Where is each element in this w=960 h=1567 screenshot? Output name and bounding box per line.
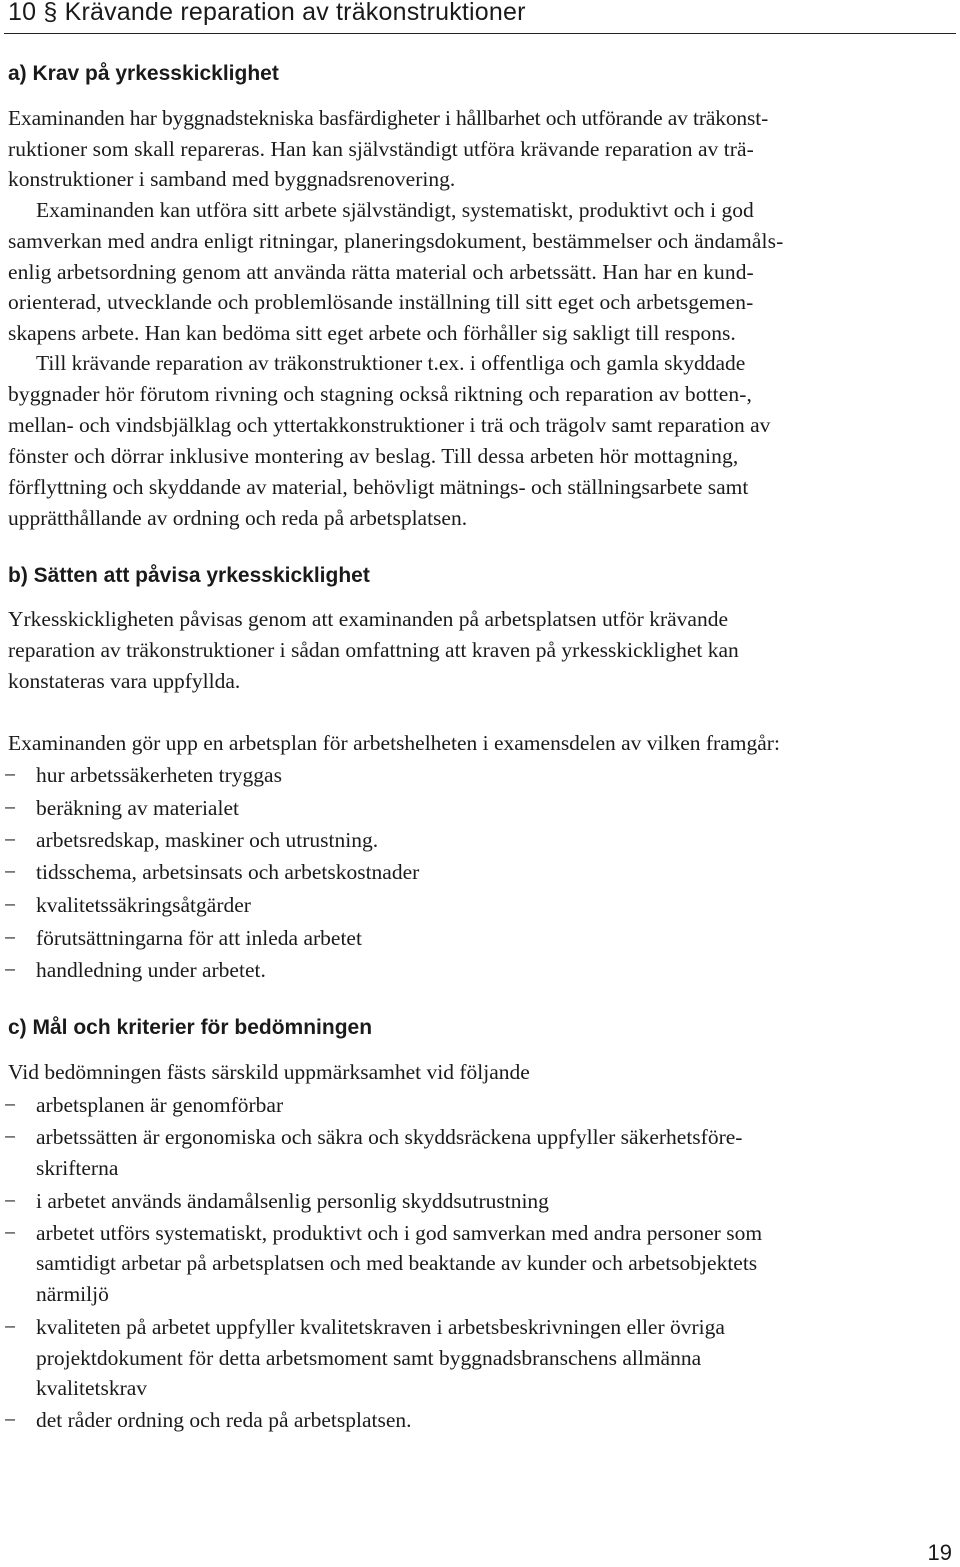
list-intro: Examinanden gör upp en arbetsplan för arbetshelheten i examensdelen av vilken framgår: bbox=[8, 731, 780, 755]
paragraph-line: fönster och dörrar inklusive montering av beslag. Till dessa arbeten hör mottagning, bbox=[8, 444, 739, 468]
list-intro: Vid bedömningen fästs särskild uppmärksamhet vid följande bbox=[8, 1060, 530, 1084]
paragraph-line: mellan- och vindsbjälklag och yttertakkonstruktioner i trä och trägolv samt reparation av bbox=[8, 413, 771, 437]
paragraph-line: reparation av träkonstruktioner i sådan omfattning att kraven på yrkesskicklighet kan bbox=[8, 638, 739, 662]
list-item: beräkning av materialet bbox=[36, 796, 239, 820]
list-item: i arbetet används ändamålsenlig personlig skyddsutrustning bbox=[36, 1189, 549, 1213]
list-item-continuation: samtidigt arbetar på arbetsplatsen och med beaktande av kunder och arbetsobjektets bbox=[36, 1251, 758, 1275]
paragraph-line: skapens arbete. Han kan bedöma sitt eget arbete och förhåller sig sakligt till respons. bbox=[8, 321, 736, 345]
paragraph-line: Examinanden har byggnadstekniska basfärdigheter i hållbarhet och utförande av träkonst- bbox=[8, 106, 769, 130]
list-item: förutsättningarna för att inleda arbetet bbox=[36, 926, 362, 950]
title-divider bbox=[4, 33, 956, 34]
section-b-heading: b) Sätten att påvisa yrkesskicklighet bbox=[8, 564, 370, 587]
paragraph-line: Till krävande reparation av träkonstruktioner t.ex. i offentliga och gamla skyddade bbox=[36, 351, 746, 375]
list-item: tidsschema, arbetsinsats och arbetskostnader bbox=[36, 860, 420, 884]
bullet-dash: − bbox=[4, 893, 17, 917]
bullet-dash: − bbox=[4, 958, 17, 982]
bullet-dash: − bbox=[4, 1093, 17, 1117]
bullet-dash: − bbox=[4, 1125, 17, 1149]
list-item-continuation: skrifterna bbox=[36, 1156, 119, 1180]
list-item: arbetsredskap, maskiner och utrustning. bbox=[36, 828, 379, 852]
bullet-dash: − bbox=[4, 1408, 17, 1432]
list-item: kvalitetssäkringsåtgärder bbox=[36, 893, 251, 917]
bullet-dash: − bbox=[4, 1315, 17, 1339]
list-item: hur arbetssäkerheten tryggas bbox=[36, 763, 282, 787]
paragraph-line: konstruktioner i samband med byggnadsrenovering. bbox=[8, 167, 456, 191]
bullet-dash: − bbox=[4, 1189, 17, 1213]
paragraph-line: ruktioner som skall repareras. Han kan självständigt utföra krävande reparation av trä- bbox=[8, 137, 754, 161]
list-item-continuation: projektdokument för detta arbetsmoment samt byggnadsbranschens allmänna bbox=[36, 1346, 702, 1370]
list-item: handledning under arbetet. bbox=[36, 958, 266, 982]
paragraph-line: samverkan med andra enligt ritningar, planeringsdokument, bestämmelser och ändamåls- bbox=[8, 229, 784, 253]
bullet-dash: − bbox=[4, 796, 17, 820]
list-item: arbetssätten är ergonomiska och säkra och skyddsräckena uppfyller säkerhetsföre- bbox=[36, 1125, 743, 1149]
list-item-continuation: kvalitetskrav bbox=[36, 1376, 148, 1400]
page-title: 10 § Krävande reparation av träkonstruktioner bbox=[8, 0, 526, 26]
section-a-heading: a) Krav på yrkesskicklighet bbox=[8, 62, 279, 85]
list-item-continuation: närmiljö bbox=[36, 1282, 109, 1306]
list-item: kvaliteten på arbetet uppfyller kvalitetskraven i arbetsbeskrivningen eller övriga bbox=[36, 1315, 725, 1339]
list-item: arbetet utförs systematiskt, produktivt och i god samverkan med andra personer som bbox=[36, 1221, 763, 1245]
bullet-dash: − bbox=[4, 763, 17, 787]
paragraph-line: enlig arbetsordning genom att använda rätta material och arbetssätt. Han har en kund- bbox=[8, 260, 754, 284]
paragraph-line: Yrkesskickligheten påvisas genom att examinanden på arbetsplatsen utför krävande bbox=[8, 607, 729, 631]
paragraph-line: förflyttning och skyddande av material, behövligt mätnings- och ställningsarbete samt bbox=[8, 475, 749, 499]
paragraph-line: orienterad, utvecklande och problemlösande inställning till sitt eget och arbetsgemen- bbox=[8, 290, 754, 314]
bullet-dash: − bbox=[4, 828, 17, 852]
list-item: arbetsplanen är genomförbar bbox=[36, 1093, 284, 1117]
section-c-heading: c) Mål och kriterier för bedömningen bbox=[8, 1016, 373, 1039]
bullet-dash: − bbox=[4, 1221, 17, 1245]
page-number: 19 bbox=[927, 1540, 952, 1565]
paragraph-line: upprätthållande av ordning och reda på arbetsplatsen. bbox=[8, 506, 468, 530]
list-item: det råder ordning och reda på arbetsplatsen. bbox=[36, 1408, 412, 1432]
bullet-dash: − bbox=[4, 926, 17, 950]
paragraph-line: konstateras vara uppfyllda. bbox=[8, 669, 241, 693]
paragraph-line: byggnader hör förutom rivning och stagning också riktning och reparation av botten-, bbox=[8, 382, 752, 406]
bullet-dash: − bbox=[4, 860, 17, 884]
paragraph-line: Examinanden kan utföra sitt arbete självständigt, systematiskt, produktivt och i god bbox=[36, 198, 754, 222]
